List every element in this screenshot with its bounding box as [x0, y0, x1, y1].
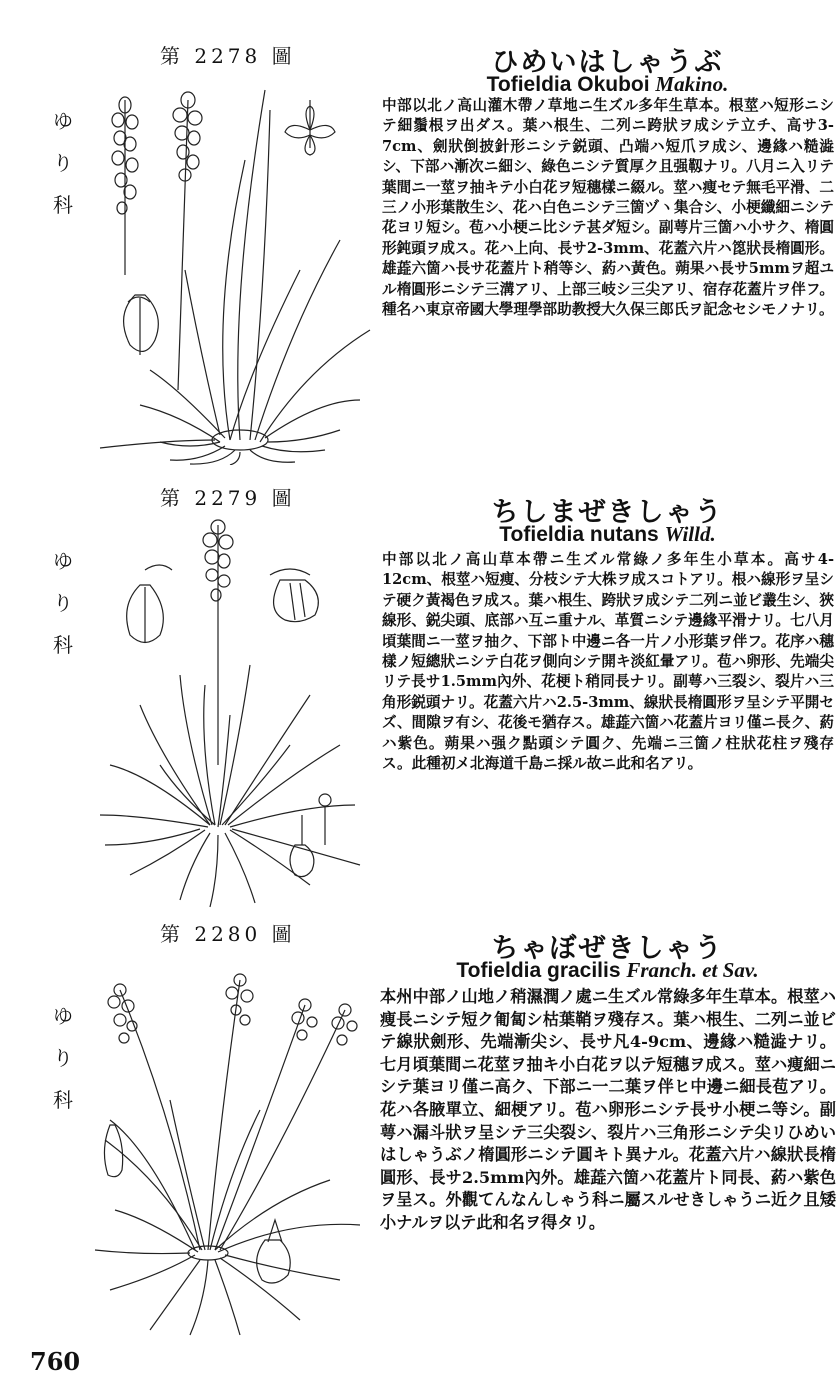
japanese-name: ひめいはしゃうぶ — [491, 47, 724, 78]
latin-name — [380, 958, 835, 983]
family-char: 科 — [53, 633, 73, 657]
family-label — [52, 100, 74, 226]
family-char: り — [53, 1046, 73, 1070]
figure-number: 第 2278 圖 — [160, 44, 296, 68]
latin-author: Franch. et Sav. — [626, 958, 759, 982]
family-char: ゆ — [53, 109, 73, 133]
species-description: 中部以北ノ高山草本帶ニ生ズル常綠ノ多年生小草本。高サ4-12cm、根莖ハ短痩、分枝シテ大株ヲ成スコトアリ。根ハ線形ヲ呈シテ硬ク黃褐色ヲ成ス。葉ハ根生、跨狀ヲ成シテ二列ニ並ビ叢生シ、狹線形、鋭尖頭、底部ハ互ニ重ナル、革質ニシテ邊緣平滑ナリ。七八月頃葉間ニ一莖ヲ抽ク、下部ト中邊ニ各一片ノ小形葉ヲ伴フ。花序ハ穗樣ノ短總狀ニシテ白花ヲ側向シテ開キ淡紅暈アリ。苞ハ卵形、先端尖リテ長サ1.5mm內外、花梗ト稍同長ナリ。副萼ハ三裂シ、裂片ハ三角形鋭頭ナリ。花蓋六片ハ2.5-3mm、線狀長楕圓形ヲ呈シテ平開セズ、間隙ヲ有シ、花後モ猶存ス。雄蕋六箇ハ花蓋片ヨリ僅ニ長ク、葯ハ紫色。蒴果ハ强ク點頭シテ圓ク、先端ニ三箇ノ柱狀花柱ヲ殘存ス。此種初メ北海道千島ニ採ル故ニ此和名アリ。 — [382, 551, 834, 773]
figure-number: 第 2280 圖 — [160, 922, 296, 946]
latin-author: Willd. — [664, 522, 716, 546]
family-char: り — [53, 151, 73, 175]
latin-name — [380, 72, 835, 97]
family-char: ゆ — [53, 1004, 73, 1028]
japanese-name: ちゃぼぜきしゃう — [491, 933, 724, 964]
family-char: 科 — [53, 193, 73, 217]
page-number: 760 — [30, 1347, 81, 1376]
family-char: ゆ — [53, 549, 73, 573]
plant-illustration-nutans — [90, 515, 375, 910]
species-description: 本州中部ノ山地ノ稍濕潤ノ處ニ生ズル常綠多年生草本。根莖ハ痩長ニシテ短ク匍匐シ枯葉鞘ヲ殘存ス。葉ハ根生、二列ニ並ビテ線狀劍形、先端漸尖シ、長サ凡4-9cm、邊緣ハ糙澁ナリ。七月頃葉間ニ花莖ヲ抽キ小白花ヲ以テ短穗ヲ成ス。莖ハ痩細ニシテ葉ヨリ僅ニ高ク、下部ニ一二葉ヲ伴ヒ中邊ニ細長苞アリ。花ハ各腋單立、細梗アリ。苞ハ卵形ニシテ長サ小梗ニ等シ。副萼ハ漏斗狀ヲ呈シテ三尖裂シ、裂片ハ三角形ニシテ尖リひめいはしゃうぶノ楕圓形ニシテ圓キト異ナル。花蓋六片ハ線狀長楕圓形、長サ2.5mm內外。雄蕋六箇ハ花蓋片ト同長、葯ハ紫色ヲ呈ス。外觀てんなんしゃう科ニ屬スルせきしゃうニ近ク且矮小ナルヲ以テ此和名ヲ得タリ。 — [380, 987, 836, 1232]
latin-name — [380, 522, 835, 547]
japanese-name: ちしまぜきしゃう — [491, 497, 724, 528]
family-char: 科 — [53, 1088, 73, 1112]
family-char: り — [53, 591, 73, 615]
plant-illustration-okuboi — [90, 70, 375, 465]
family-label — [52, 540, 74, 666]
latin-binomial: Tofieldia Okuboi — [486, 73, 650, 96]
family-label — [52, 995, 74, 1121]
plant-illustration-gracilis — [90, 950, 375, 1340]
latin-binomial: Tofieldia nutans — [499, 523, 659, 546]
latin-binomial: Tofieldia gracilis — [456, 959, 621, 982]
figure-number: 第 2279 圖 — [160, 486, 296, 510]
species-description: 中部以北ノ高山灌木帶ノ草地ニ生ズル多年生草本。根莖ハ短形ニシテ細鬚根ヲ出ダス。葉ハ根生、二列ニ跨狀ヲ成シテ立チ、高サ3-7cm、劍狀倒披針形ニシテ鋭頭、凸端ハ短爪ヲ成シ、邊緣ハ糙澁シ、下部ハ漸次ニ細シ、綠色ニシテ質厚ク且强靱ナリ。八月ニ入リテ葉間ニ一莖ヲ抽キテ小白花ヲ短穗樣ニ綴ル。莖ハ痩セテ無毛平滑、二三ノ小形葉散生シ、花ハ白色ニシテ三箇ヅヽ集合シ、小梗纖細ニシテ花ヨリ短シ。苞ハ小梗ニ比シテ甚ダ短シ。副萼片三箇ハ小サク、楕圓形鈍頭ヲ成ス。花ハ上向、長サ2-3mm、花蓋六片ハ箆狀長楕圓形。雄蕋六箇ハ長サ花蓋片ト稍等シ、葯ハ黃色。蒴果ハ長サ5mmヲ超ユル楕圓形ニシテ三溝アリ、上部三岐シ三尖アリ、宿存花蓋片ヲ伴フ。種名ハ東京帝國大學理學部助教授大久保三郎氏ヲ記念セシモノナリ。 — [382, 97, 834, 319]
latin-author: Makino. — [655, 72, 729, 96]
